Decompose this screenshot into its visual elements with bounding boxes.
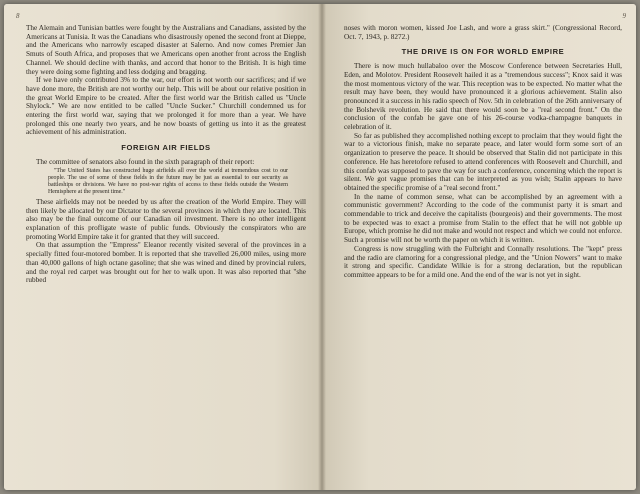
paragraph: Congress is now struggling with the Fulbright and Connally resolutions. The "kept" press and the radio are clamoring for a congressional pledge, and the "Union Nowers" want to make it strong and specific. Candidate Wilkie is for a strong declaration, but the republican committee appears to be for a mild one. And the end of the war is not yet in sight. xyxy=(344,244,622,279)
paragraph: There is now much hullabaloo over the Moscow Conference between Secretaries Hull, Eden, and Molotov. President Roosevelt hailed it as a "tremendous success"; Knox said it was the most momentous victory of the war. This reception was to be expected. No matter what the result may have been, they would have pronounced it a glorious achievement. Stalin also pronounced it a success in his radio speech of Nov. 5th in celebration of the 26th anniversary of the Bolshevik revolution. He said that there would soon be a "real second front." On the conclusion of the confab he gave one of his 26-course vodka-champagne banquets in celebration of it. xyxy=(344,62,622,132)
left-page xyxy=(4,4,322,490)
section-heading: FOREIGN AIR FIELDS xyxy=(121,143,211,153)
book-spread xyxy=(4,4,636,490)
right-text-column xyxy=(344,24,622,280)
right-page xyxy=(322,4,636,490)
left-text-column xyxy=(26,24,306,285)
paragraph: The Alemain and Tunisian battles were fought by the Australians and Canadians, assisted by the Americans at Tunisia. It was the Canadians who disastrously opened the second front at Dieppe, and the Americans who narrowly escaped disaster at Salerno. And now comes Premier Jan Smuts of South Africa, and proposes that we Americans open another front across the English Channel. We should decline with thanks, and accord that honor to the British. It is high time they were doing some fighting and less dodging and bragging. xyxy=(26,24,306,76)
paragraph: In the name of common sense, what can be accomplished by an agreement with a communistic government? According to the code of the communist party it is smart and commendable to trick and deceive the capitalists (bourgeois) and their governments. The most to be expected was to exact a promise from Stalin to the effect that he will not gobble up Europe, which promise he did not make and would not respect and which we could not enforce. Such a promise will not be worth the paper on which it is written. xyxy=(344,192,622,245)
page-number: 8 xyxy=(16,12,20,20)
paragraph: If we have only contributed 3% to the war, our effort is not worth our sacrifices; and if we have done more, the British are not worthy our help. This will be about our relative position in the great World Empire to be created. After the first world war the British called us "Uncle Shylock." We are now entitled to be called "Uncle Sucker." Churchill condemned us for entering the first world war, saying that we prolonged it for more than a year. We have prolonged this one nearly two years, and he now boasts of getting us into it as the greatest achievement of his administration. xyxy=(26,76,306,137)
paragraph: The committee of senators also found in the sixth paragraph of their report: xyxy=(36,157,255,166)
paragraph: These airfields may not be needed by us after the creation of the World Empire. They will then likely be allocated by our Dictator to the several provinces in which they are located. This also may be the final outcome of our Canadian oil investment. There is no other intelligent explanation of this profligate waste of public funds. Obviously the conspirators who are promoting World Empire take it for granted that they will succeed. xyxy=(26,197,306,241)
paragraph: So far as published they accomplished nothing except to proclaim that they would fight the war to a victorious finish, make no separate peace, and later would form some sort of an organization to preserve the peace. It should be observed that Stalin did not participate in this conference. He has heretofore refused to attend conferences with Roosevelt and Churchill, and this confab was supposed to pave the way for such a conference, concerning which the report is silent. We got vague promises that can be interpreted as you wish; Stalin appears to have obtained the specific promise of a "real second front." xyxy=(344,131,622,192)
book-gutter xyxy=(318,4,326,490)
paragraph: noses with moron women, kissed Joe Lash, and wore a grass skirt." (Congressional Record, Oct. 7, 1943, p. 8272.) xyxy=(344,24,622,41)
section-heading: THE DRIVE IS ON FOR WORLD EMPIRE xyxy=(401,47,565,57)
page-number: 9 xyxy=(622,12,626,20)
paragraph: On that assumption the "Empress" Eleanor recently visited several of the provinces in a specially fitted four-motored bomber. It is reported that she travelled 26,000 miles, using more than 40,000 gallons of high octane gasoline; that she was wined and dined by provincial rulers, and the royal red carpet was brought out for her to walk upon. It was also reported that "she rubbed xyxy=(26,241,306,285)
block-quote: "The United States has constructed huge airfields all over the world at tremendous cost to our people. The use of some of these fields in the future may be just as essential to our security as battleships or divisions. We have no post-war rights of access to these fields outside the Western Hemisphere at the present time." xyxy=(48,167,288,195)
